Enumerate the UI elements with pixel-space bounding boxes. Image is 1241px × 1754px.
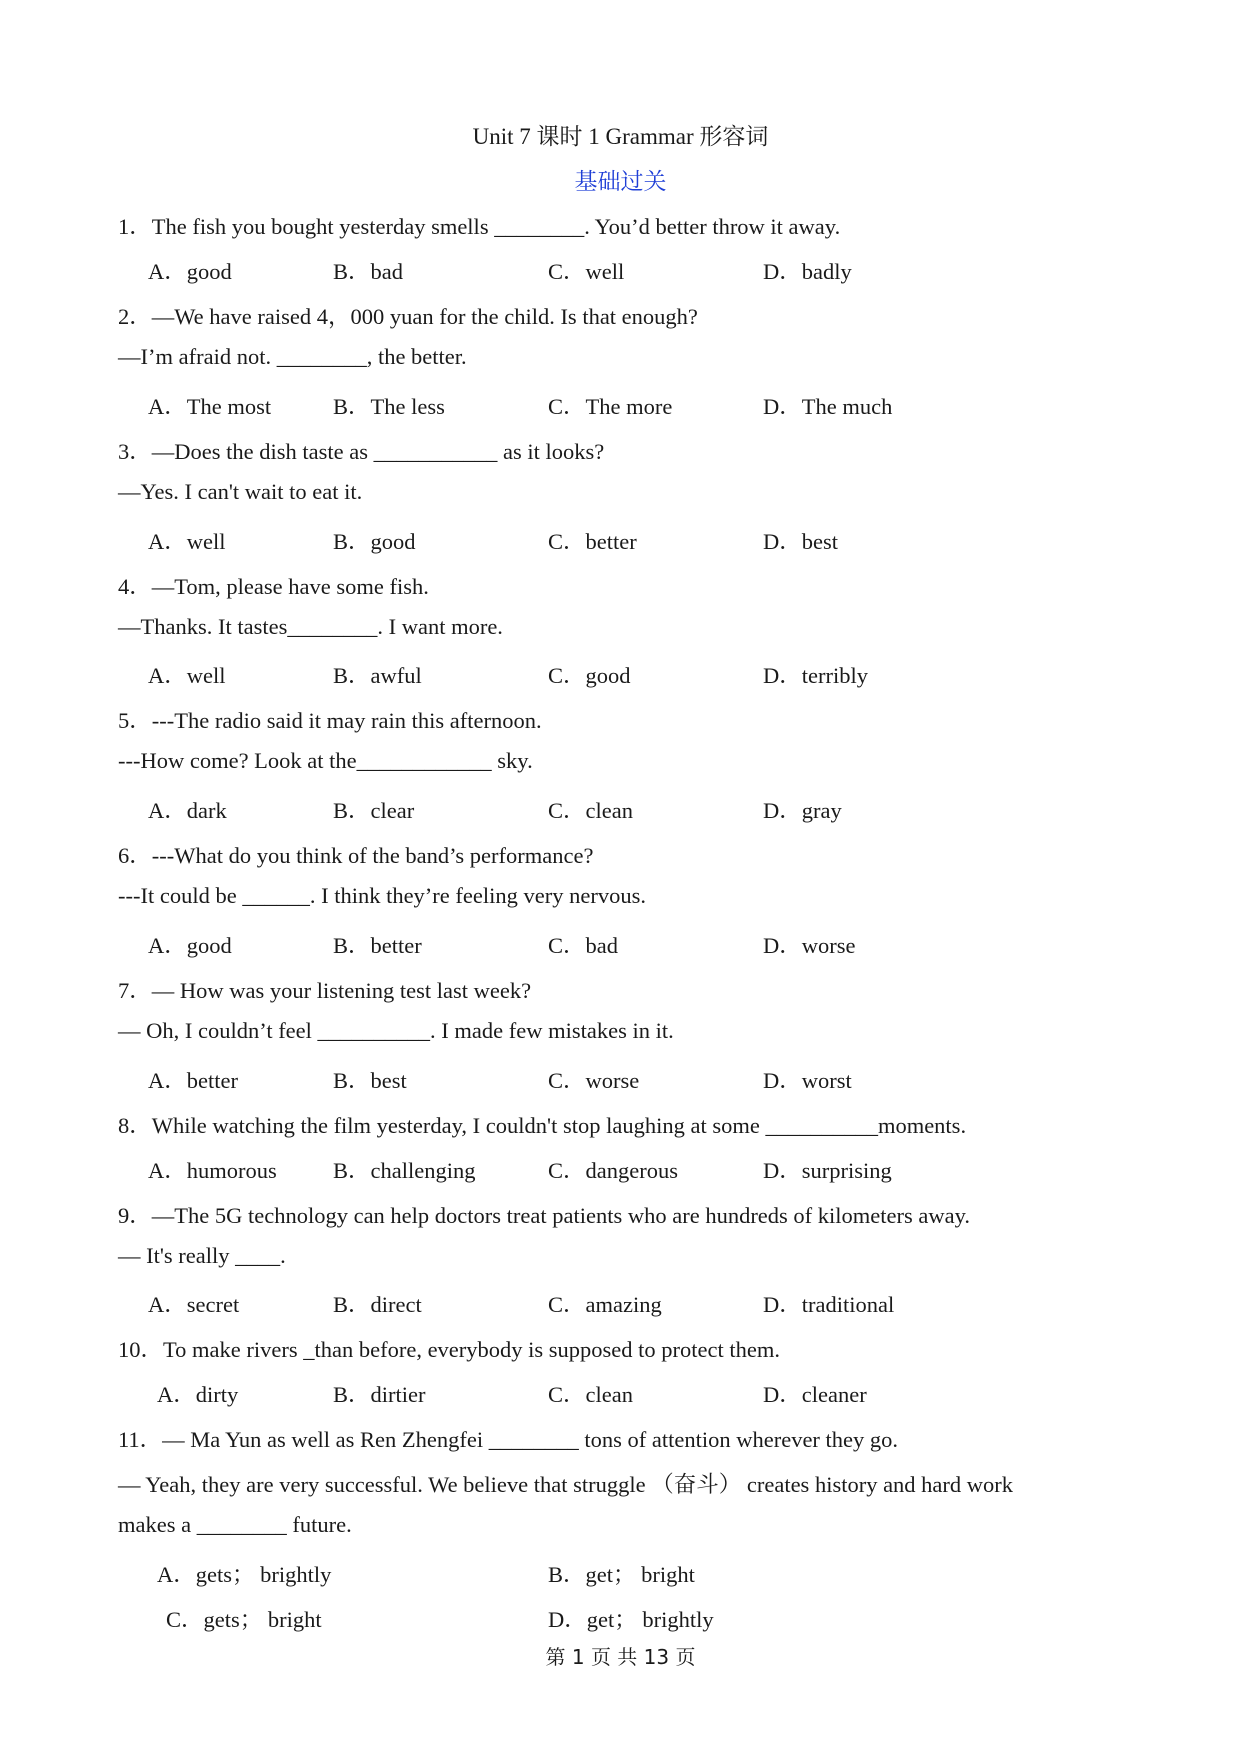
option-c: C．good [548, 663, 631, 688]
question-3-stem: 3．—Does the dish taste as ___________ as it looks? [118, 439, 605, 464]
option-a: A．dirty [157, 1382, 239, 1407]
option-c: C．gets； bright [166, 1607, 322, 1632]
option-c: C．better [548, 529, 637, 554]
option-d: D．terribly [763, 663, 868, 688]
option-c: C．bad [548, 933, 618, 958]
option-c: C．dangerous [548, 1158, 678, 1183]
section-heading: 基础过关 [574, 169, 667, 194]
option-d: D．surprising [763, 1158, 892, 1183]
question-7-response: — Oh, I couldn’t feel __________. I made few mistakes in it. [118, 1018, 674, 1043]
option-b: B．The less [333, 394, 445, 419]
option-b: B．awful [333, 663, 422, 688]
option-b: B．good [333, 529, 416, 554]
question-11-response-cont: makes a ________ future. [118, 1512, 352, 1537]
option-d: D．get； brightly [548, 1607, 714, 1632]
question-5-stem: 5．---The radio said it may rain this afternoon. [118, 708, 542, 733]
option-d: D．gray [763, 798, 842, 823]
option-a: A．secret [148, 1292, 240, 1317]
question-7-stem: 7．— How was your listening test last week? [118, 978, 532, 1003]
option-b: B．get； bright [548, 1562, 695, 1587]
question-2-stem: 2．—We have raised 4，000 yuan for the child. Is that enough? [118, 304, 698, 329]
option-d: D．badly [763, 259, 852, 284]
question-5-response: ---How come? Look at the____________ sky. [118, 748, 533, 773]
question-6-stem: 6．---What do you think of the band’s performance? [118, 843, 594, 868]
question-9-stem: 9．—The 5G technology can help doctors treat patients who are hundreds of kilometers away. [118, 1203, 971, 1228]
question-9-response: — It's really ____. [118, 1243, 286, 1268]
option-a: A．better [148, 1068, 238, 1093]
option-b: B．challenging [333, 1158, 476, 1183]
option-c: C．worse [548, 1068, 640, 1093]
option-d: D．worst [763, 1068, 852, 1093]
option-d: D．cleaner [763, 1382, 867, 1407]
option-b: B．best [333, 1068, 407, 1093]
option-a: A．good [148, 933, 232, 958]
option-a: A．gets； brightly [157, 1562, 332, 1587]
question-4-stem: 4．—Tom, please have some fish. [118, 574, 429, 599]
option-c: C．amazing [548, 1292, 662, 1317]
question-8-stem: 8．While watching the film yesterday, I couldn't stop laughing at some __________moments. [118, 1113, 967, 1138]
page-footer: 第 1 页 共 13 页 [545, 1645, 696, 1669]
option-b: B．bad [333, 259, 403, 284]
question-3-response: —Yes. I can't wait to eat it. [118, 479, 363, 504]
question-10-stem: 10．To make rivers _than before, everybody is supposed to protect them. [118, 1337, 781, 1362]
question-2-response: —I’m afraid not. ________, the better. [118, 344, 467, 369]
option-a: A．well [148, 663, 226, 688]
question-11-response: — Yeah, they are very successful. We believe that struggle （奋斗） creates history and hard work [118, 1472, 1014, 1497]
option-c: C．well [548, 259, 625, 284]
page-title: Unit 7 课时 1 Grammar 形容词 [472, 124, 769, 149]
question-11-stem: 11．— Ma Yun as well as Ren Zhengfei ________ tons of attention wherever they go. [118, 1427, 899, 1452]
option-b: B．clear [333, 798, 415, 823]
option-d: D．traditional [763, 1292, 895, 1317]
question-6-response: ---It could be ______. I think they’re feeling very nervous. [118, 883, 646, 908]
option-a: A．good [148, 259, 232, 284]
option-a: A．The most [148, 394, 272, 419]
option-c: C．The more [548, 394, 673, 419]
option-b: B．dirtier [333, 1382, 426, 1407]
option-a: A．well [148, 529, 226, 554]
option-c: C．clean [548, 798, 633, 823]
option-d: D．The much [763, 394, 893, 419]
option-b: B．direct [333, 1292, 422, 1317]
option-a: A．humorous [148, 1158, 277, 1183]
question-1-stem: 1．The fish you bought yesterday smells ________. You’d better throw it away. [118, 214, 841, 239]
question-4-response: —Thanks. It tastes________. I want more. [118, 614, 503, 639]
option-d: D．best [763, 529, 838, 554]
option-d: D．worse [763, 933, 856, 958]
option-b: B．better [333, 933, 422, 958]
option-c: C．clean [548, 1382, 633, 1407]
option-a: A．dark [148, 798, 227, 823]
